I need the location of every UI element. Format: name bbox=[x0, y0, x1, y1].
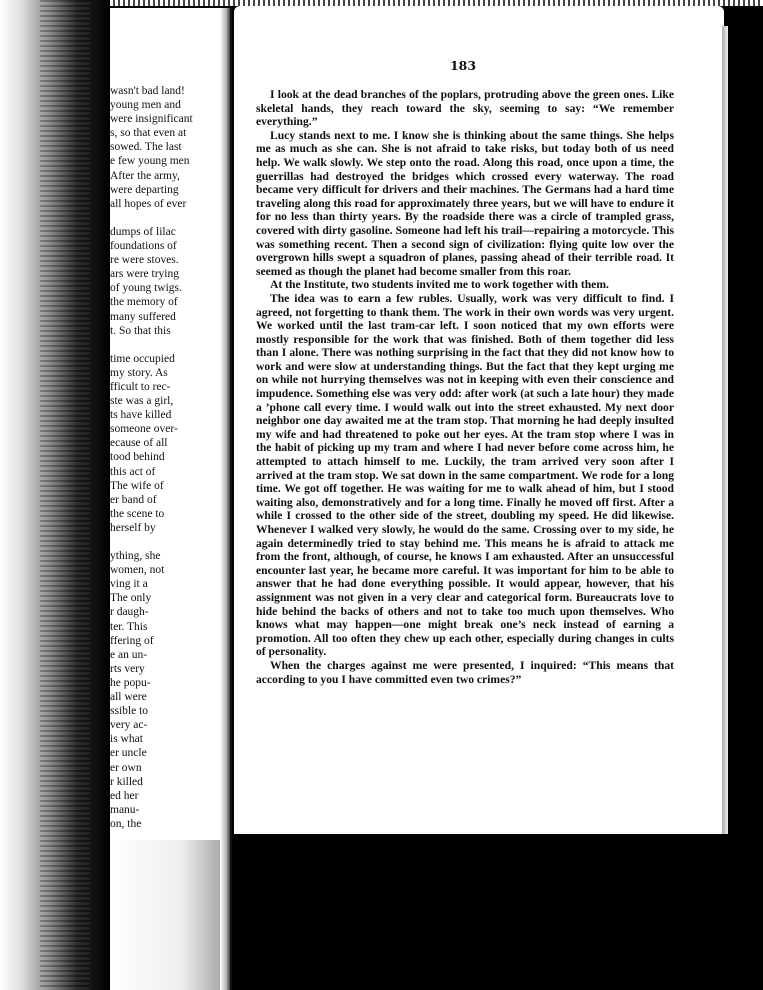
left-page-line: tood behind bbox=[110, 451, 165, 464]
left-page-line: all were bbox=[110, 691, 147, 704]
left-page-line: were insignificant bbox=[110, 113, 193, 126]
left-page-line: all hopes of ever bbox=[110, 197, 187, 210]
left-page-line: dumps of lilac bbox=[110, 225, 176, 238]
right-page bbox=[234, 6, 724, 834]
left-page-line: ecause of all bbox=[110, 437, 168, 450]
left-page-line: ars were trying bbox=[110, 268, 179, 281]
left-page-gap bbox=[110, 211, 220, 225]
left-page-shadow bbox=[110, 840, 230, 990]
left-page-line: e few young men bbox=[110, 155, 190, 168]
left-page-line: someone over- bbox=[110, 423, 178, 436]
left-page-line: on, the bbox=[110, 817, 142, 830]
left-page-line: ffering of bbox=[110, 634, 154, 647]
left-page-line: The only bbox=[110, 592, 152, 605]
left-page-line: very ac- bbox=[110, 719, 148, 732]
left-page-line: many suffered bbox=[110, 310, 176, 323]
left-page-line: fficult to rec- bbox=[110, 380, 171, 393]
left-page-line: herself by bbox=[110, 521, 156, 534]
left-page-line: ving it a bbox=[110, 578, 148, 591]
scan-left-margin bbox=[0, 0, 110, 990]
left-page-line: ter. This bbox=[110, 620, 148, 633]
left-page-line: e an un- bbox=[110, 648, 148, 661]
left-page-line: were departing bbox=[110, 183, 179, 196]
paragraph: The idea was to earn a few rubles. Usually, work was very difficult to find. I agreed, not forgetting to thank them. The work in their own words was very urgent. We worked until the last tram-car left. I soon noticed that my own efforts were mostly responsible for the work that was finished. Both of them together did less than I alone. There was nothing surprising in the fact that they did not know how to work and were slow at understanding things. But the fact that they kept urging me on while not hurrying themselves was not in keeping with even their conscience and impudence. Something else was very odd: after work (at such a late hour) they made a ’phone call every time. I would walk out into the street exhausted. My next door neighbor one day awaited me at the tram stop. That morning he had deeply insulted my wife and had threatened to poke out her eyes. At the tram stop where I was in the habit of picking up my tram and where I had never before come across him, he attempted to attach himself to me. Luckily, the tram arrived very soon after I arrived at the tram stop. We sat down in the same compartment. We rode for a long time. We got off together. He was waiting for me to walk ahead of him, but I stood waiting also, demonstratively and for a long time. Finally he moved off first. After a while I crossed to the other side of the street, doubling my speed. He did likewise. Whenever I walked very slowly, he would do the same. Crossing over to my side, he again determinedly tried to stay behind me. This means he is afraid to attack me from the front, although, of course, he knows I am exhausted. After an unsuccessful encounter last year, he became more careful. It was important for him to be able to answer that he had done everything possible. It would appear, however, that his assignment was not given in a very clear and categorical form. Bureaucrats love to hide behind the backs of others and not to take too much upon themselves. Who knows what may happen—one might break one’s neck instead of earning a promotion. All too often they chew up each other, especially during changes in cults of personality. bbox=[256, 291, 674, 659]
left-page-line: er band of bbox=[110, 493, 157, 506]
left-page-line: the memory of bbox=[110, 296, 178, 309]
left-page-line: wasn't bad land! bbox=[110, 85, 185, 97]
left-page-line: t. So that this bbox=[110, 324, 171, 337]
left-page-gap bbox=[110, 338, 220, 352]
left-page-line: manu- bbox=[110, 803, 140, 816]
page-edge bbox=[722, 26, 728, 834]
left-page-line: this act of bbox=[110, 465, 156, 478]
left-page bbox=[110, 8, 232, 990]
left-page-line: The wife of bbox=[110, 479, 164, 492]
left-page-line: ything, she bbox=[110, 550, 161, 563]
left-page-line: the scene to bbox=[110, 507, 165, 520]
left-page-line: is what bbox=[110, 733, 143, 746]
left-page-line: After the army, bbox=[110, 169, 180, 182]
left-page-line: r killed bbox=[110, 775, 143, 788]
left-page-line: sowed. The last bbox=[110, 141, 182, 154]
left-page-line: ste was a girl, bbox=[110, 395, 174, 408]
paragraph: I look at the dead branches of the poplars, protruding above the green ones. Like skeletal hands, they reach toward the sky, seeming to say: “We remember everything.” bbox=[256, 88, 674, 129]
book-gutter bbox=[220, 8, 230, 990]
page-body bbox=[256, 88, 674, 686]
page-number: 183 bbox=[449, 58, 477, 73]
left-page-line: rts very bbox=[110, 662, 145, 675]
paragraph: When the charges against me were presented, I inquired: “This means that according to you I have committed even two crimes?” bbox=[256, 658, 674, 686]
left-page-line: women, not bbox=[110, 564, 165, 577]
left-page-gap bbox=[110, 535, 220, 549]
left-page-line: of young twigs. bbox=[110, 282, 182, 295]
left-page-line: my story. As bbox=[110, 366, 168, 379]
left-page-line: ed her bbox=[110, 789, 139, 802]
left-page-line: r daugh- bbox=[110, 606, 149, 619]
left-page-line: he popu- bbox=[110, 676, 151, 689]
left-page-line: s, so that even at bbox=[110, 127, 187, 140]
left-page-line: time occupied bbox=[110, 352, 175, 365]
paragraph: At the Institute, two students invited me to work together with them. bbox=[270, 278, 609, 292]
left-page-line: young men and bbox=[110, 99, 181, 112]
left-page-line: ts have killed bbox=[110, 409, 172, 422]
left-page-line: re were stoves. bbox=[110, 254, 179, 267]
left-page-line: er uncle bbox=[110, 747, 147, 760]
left-page-text bbox=[110, 84, 220, 831]
left-page-line: er own bbox=[110, 761, 142, 774]
paragraph: Lucy stands next to me. I know she is thinking about the same things. She helps me as much as she can. She is not afraid to take risks, but today both of us need help. We walk slowly. We step onto the road. Along this road, once upon a time, the guerrillas had destroyed the bridges which crossed every waterway. The road became very difficult for drivers and their machines. The Germans had a hard time traveling along this road for approximately three years, but we will have to endure it for no less than thirty years. By the roadside there was a circle of trampled grass, covered with dirty gasoline. Someone had left his trail—repairing a motorcycle. This was something recent. Then a second sign of civilization: flying quite low over the overgrown hills swept a squadron of planes, passing ahead of their terrible road. It seemed as though the planet had become smaller from this roar. bbox=[256, 128, 674, 278]
left-page-line: ssible to bbox=[110, 705, 149, 718]
left-page-line: foundations of bbox=[110, 240, 177, 253]
